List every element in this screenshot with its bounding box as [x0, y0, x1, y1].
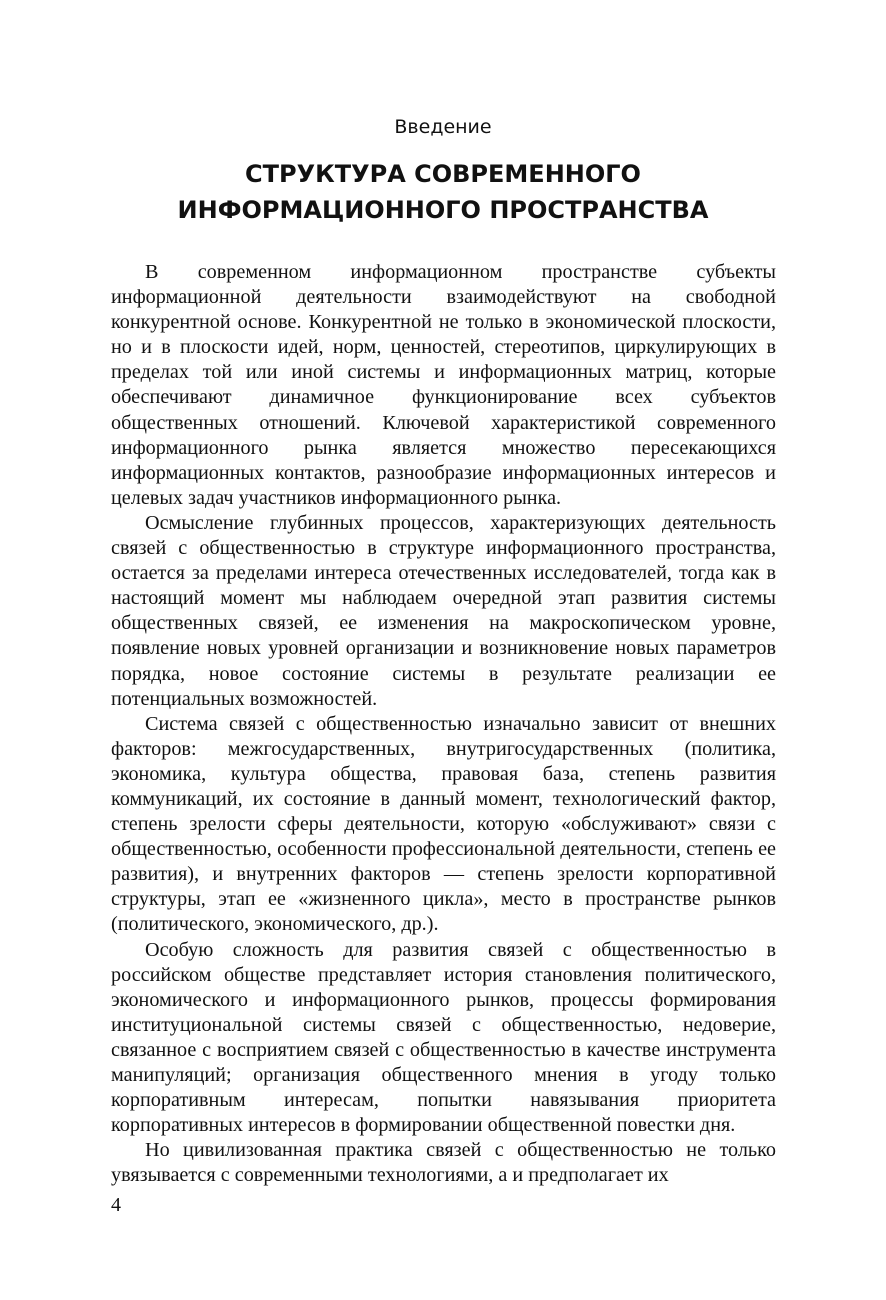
section-label: Введение: [394, 116, 492, 138]
body-text: [111, 260, 776, 1188]
page-number: 4: [111, 1194, 121, 1216]
paragraph: Осмысление глубинных процессов, характеризующих деятельность связей с общественностью в структуре информационного пространства, остается за пределами интереса отечественных исследователей, тогда как в настоящий момент мы наблюдаем очередной этап развития системы общественных связей, ее изменения на макроскопическом уровне, появление новых уровней организации и возникновение новых параметров порядка, новое состояние системы в результате реализации ее потенциальных возможностей.: [111, 511, 776, 710]
chapter-title-line-2: ИНФОРМАЦИОННОГО ПРОСТРАНСТВА: [177, 196, 709, 224]
paragraph: В современном информационном пространстве субъекты информационной деятельности взаимодействуют на свободной конкурентной основе. Конкурентной не только в экономической плоскости, но и в плоскости идей, норм, ценностей, стереотипов, циркулирующих в пределах той или иной системы и информационных матриц, которые обеспечивают динамичное функционирование всех субъектов общественных отношений. Ключевой характеристикой современного информационного рынка является множество пересекающихся информационных контактов, разнообразие информационных интересов и целевых задач участников информационного рынка.: [111, 261, 776, 509]
chapter-title: [100, 156, 786, 228]
paragraph: Особую сложность для развития связей с общественностью в российском обществе представляет история становления политического, экономического и информационного рынков, процессы формирования институциональной системы связей с общественностью, недоверие, связанное с восприятием связей с общественностью в качестве инструмента манипуляций; организация общественного мнения в угоду только корпоративным интересам, попытки навязывания приоритета корпоративных интересов в формировании общественной повестки дня.: [111, 938, 776, 1137]
chapter-title-line-1: СТРУКТУРА СОВРЕМЕННОГО: [245, 160, 641, 188]
paragraph: Система связей с общественностью изначально зависит от внешних факторов: межгосударственных, внутригосударственных (политика, экономика, культура общества, правовая база, степень развития коммуникаций, их состояние в данный момент, технологический фактор, степень зрелости сферы деятельности, которую «обслуживают» связи с общественностью, особенности профессиональной деятельности, степень ее развития), и внутренних факторов — степень зрелости корпоративной структуры, этап ее «жизненного цикла», место в пространстве рынков (политического, экономического, др.).: [111, 712, 776, 936]
paragraph: Но цивилизованная практика связей с общественностью не только увязывается с современными технологиями, а и предполагает их: [111, 1139, 776, 1187]
